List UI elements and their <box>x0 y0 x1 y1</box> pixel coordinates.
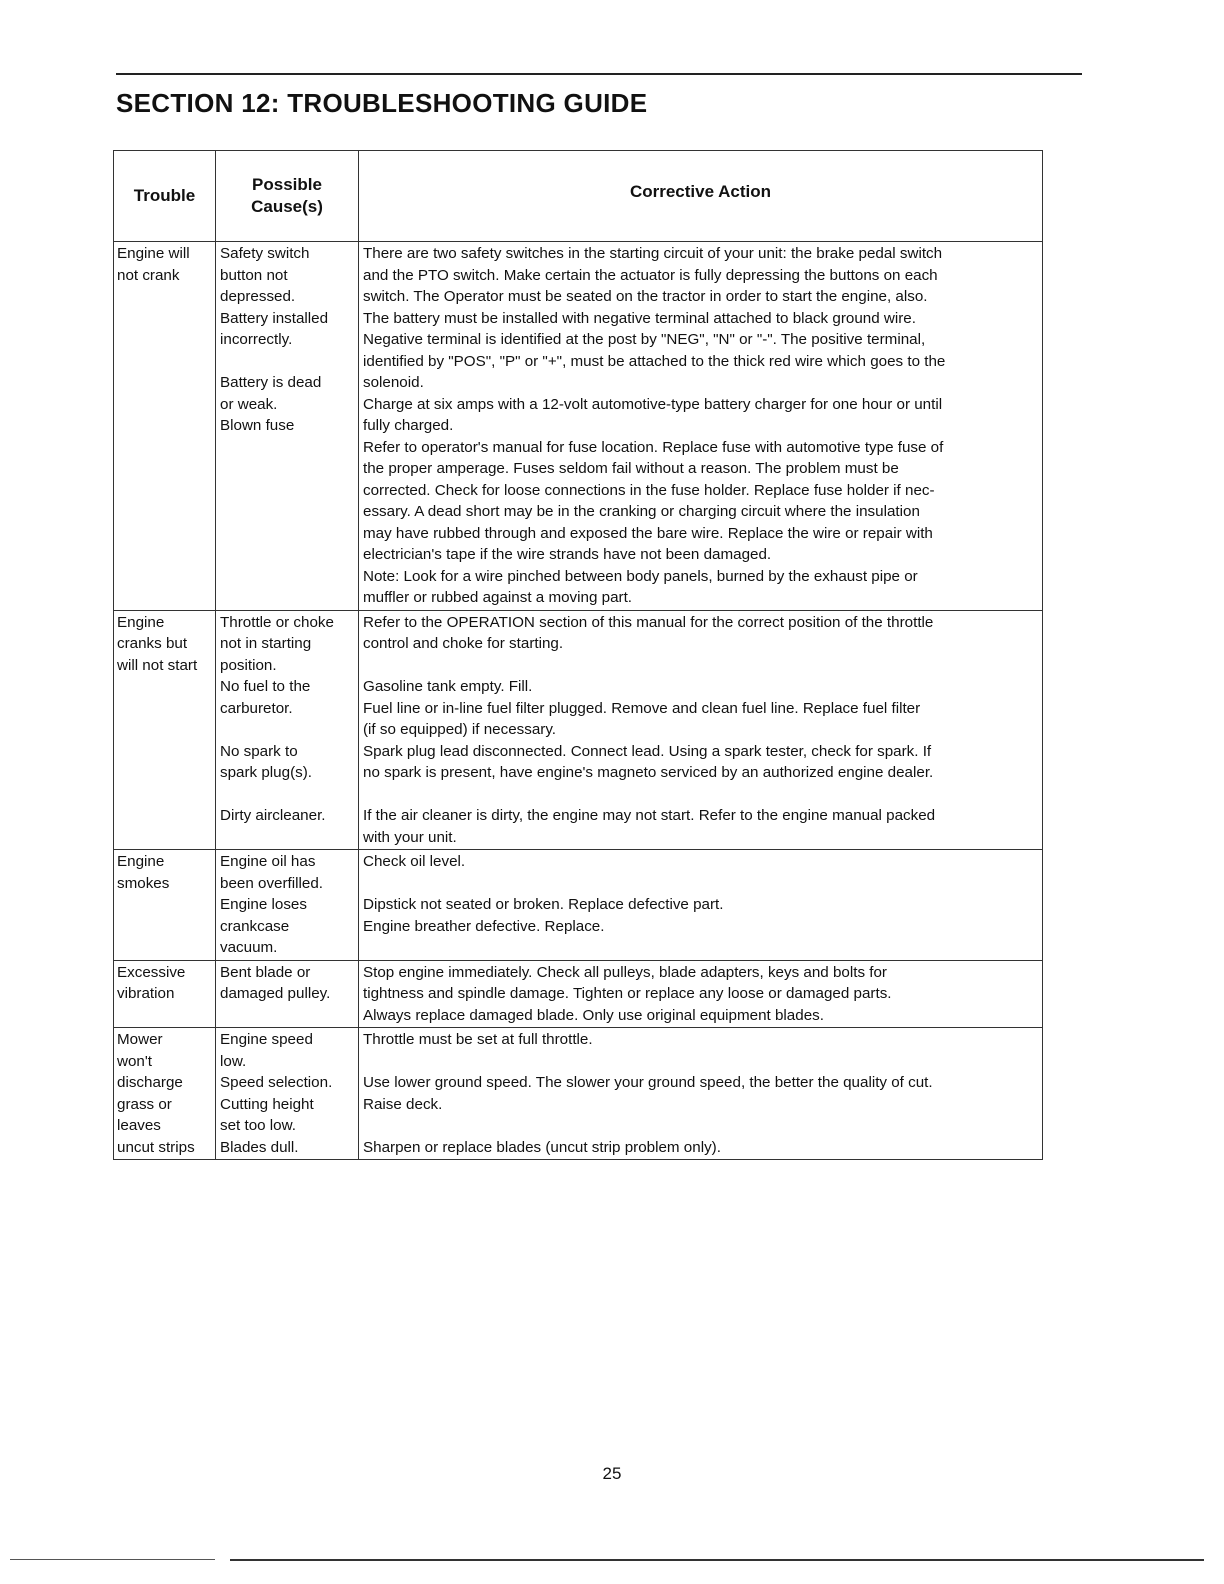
page-number: 25 <box>602 1464 622 1483</box>
cause-item: No spark to spark plug(s). <box>220 742 313 781</box>
cause-item: Blades dull. <box>220 1138 299 1156</box>
page-title: SECTION 12: TROUBLESHOOTING GUIDE <box>116 88 648 118</box>
cause-item: Speed selection. <box>220 1074 333 1091</box>
cause-item: No fuel to the carburetor. <box>220 678 311 717</box>
action-item: Gasoline tank empty. Fill. Fuel line or in-line fuel filter plugged. Remove and clean fuel line. Replace fuel filter (if so equipped) if necessary. <box>363 678 921 738</box>
cause-item: Engine oil has been overfilled. <box>220 853 324 892</box>
cause-item: Engine loses crankcase vacuum. <box>220 896 307 956</box>
bottom-rule-left <box>10 1559 215 1560</box>
trouble-text: Engine cranks but will not start <box>117 613 198 674</box>
cause-item: Safety switch button not depressed. <box>220 245 310 305</box>
action-cell <box>359 242 1043 611</box>
action-item: Spark plug lead disconnected. Connect lead. Using a spark tester, check for spark. If no spark is present, have engine's magneto serviced by an authorized engine dealer. <box>363 742 934 781</box>
table-row <box>114 1028 1043 1160</box>
action-item: Stop engine immediately. Check all pulleys, blade adapters, keys and bolts for tightness and spindle damage. Tighten or replace any loose or damaged parts. Always replace damaged blade. Only use original equipment blades. <box>363 963 892 1024</box>
top-rule <box>116 73 1082 75</box>
action-cell <box>359 1028 1043 1160</box>
action-item <box>363 784 1038 806</box>
cause-item <box>220 719 354 741</box>
action-cell <box>359 960 1043 1028</box>
trouble-text: Engine smokes <box>117 853 170 892</box>
action-item: Dipstick not seated or broken. Replace defective part. Engine breather defective. Replace. <box>363 896 724 935</box>
action-item: Throttle must be set at full throttle. <box>363 1031 593 1048</box>
action-item <box>363 873 1038 895</box>
action-item: If the air cleaner is dirty, the engine may not start. Refer to the engine manual packed with your unit. <box>363 807 936 846</box>
cause-item: Engine speed low. <box>220 1031 313 1070</box>
action-item: There are two safety switches in the starting circuit of your unit: the brake pedal switch and the PTO switch. Make certain the actuator is fully depressing the buttons on each switch. The Operator must be seated on the tractor in order to start the engine, also. <box>363 245 943 305</box>
cause-cell <box>216 610 359 850</box>
bottom-rule <box>230 1559 1204 1561</box>
action-item <box>363 655 1038 677</box>
cause-item <box>220 351 354 373</box>
action-item: Check oil level. <box>363 853 466 870</box>
cause-item: Bent blade or damaged pulley. <box>220 963 331 1002</box>
trouble-text: Excessive vibration <box>117 963 186 1002</box>
action-item: The battery must be installed with negative terminal attached to black ground wire. Negative terminal is identified at the post by "NEG", "N" or "-". The positive terminal, identified by "POS", "P" or "+", must be attached to the thick red wire which goes to the solenoid. <box>363 309 946 391</box>
action-item <box>363 1115 1038 1137</box>
cause-item: Throttle or choke not in starting position. <box>220 613 334 674</box>
action-item: Sharpen or replace blades (uncut strip problem only). <box>363 1138 721 1156</box>
action-cell <box>359 850 1043 961</box>
cause-item <box>220 784 354 806</box>
cause-item: Cutting height set too low. <box>220 1095 314 1134</box>
trouble-text: Mower won't discharge grass or leaves uncut strips <box>117 1031 195 1156</box>
table-row <box>114 610 1043 850</box>
troubleshooting-table <box>113 150 1043 1160</box>
action-item: Charge at six amps with a 12-volt automotive-type battery charger for one hour or until fully charged. <box>363 395 943 434</box>
table-row <box>114 242 1043 611</box>
action-item: Use lower ground speed. The slower your ground speed, the better the quality of cut. Raise deck. <box>363 1074 933 1113</box>
header-possible-causes-text: Possible Cause(s) <box>251 175 323 216</box>
cause-item: Battery installed incorrectly. <box>220 309 329 348</box>
action-cell <box>359 610 1043 850</box>
trouble-text: Engine will not crank <box>117 245 190 284</box>
action-item: Refer to operator's manual for fuse location. Replace fuse with automotive type fuse of the proper amperage. Fuses seldom fail without a reason. The problem must be corrected. Check for loose connections in the fuse holder. Replace fuse holder if nec- essary. A dead short may be in the cranking or charging circuit where the insulation may have rubbed through and exposed the bare wire. Replace the wire or repair with electrician's tape if the wire strands have not been damaged. Note: Look for a wire pinched between body panels, burned by the exhaust pipe or muffler or rubbed against a moving part. <box>363 438 944 606</box>
cause-cell <box>216 1028 359 1160</box>
action-item <box>363 1051 1038 1073</box>
trouble-cell <box>114 960 216 1028</box>
cause-item: Battery is dead or weak. <box>220 374 322 413</box>
cause-cell <box>216 850 359 961</box>
table-row <box>114 960 1043 1028</box>
header-corrective-action: Corrective Action <box>359 151 1043 242</box>
table-row <box>114 850 1043 961</box>
cause-item: Dirty aircleaner. <box>220 807 326 824</box>
header-trouble: Trouble <box>114 151 216 242</box>
table-header-row <box>114 151 1043 242</box>
trouble-cell <box>114 242 216 611</box>
cause-cell <box>216 960 359 1028</box>
cause-cell <box>216 242 359 611</box>
cause-item: Blown fuse <box>220 417 295 434</box>
trouble-cell <box>114 1028 216 1160</box>
header-possible-causes <box>216 151 359 242</box>
trouble-cell <box>114 850 216 961</box>
trouble-cell <box>114 610 216 850</box>
action-item: Refer to the OPERATION section of this manual for the correct position of the throttle control and choke for starting. <box>363 613 934 652</box>
table-body <box>114 242 1043 1160</box>
